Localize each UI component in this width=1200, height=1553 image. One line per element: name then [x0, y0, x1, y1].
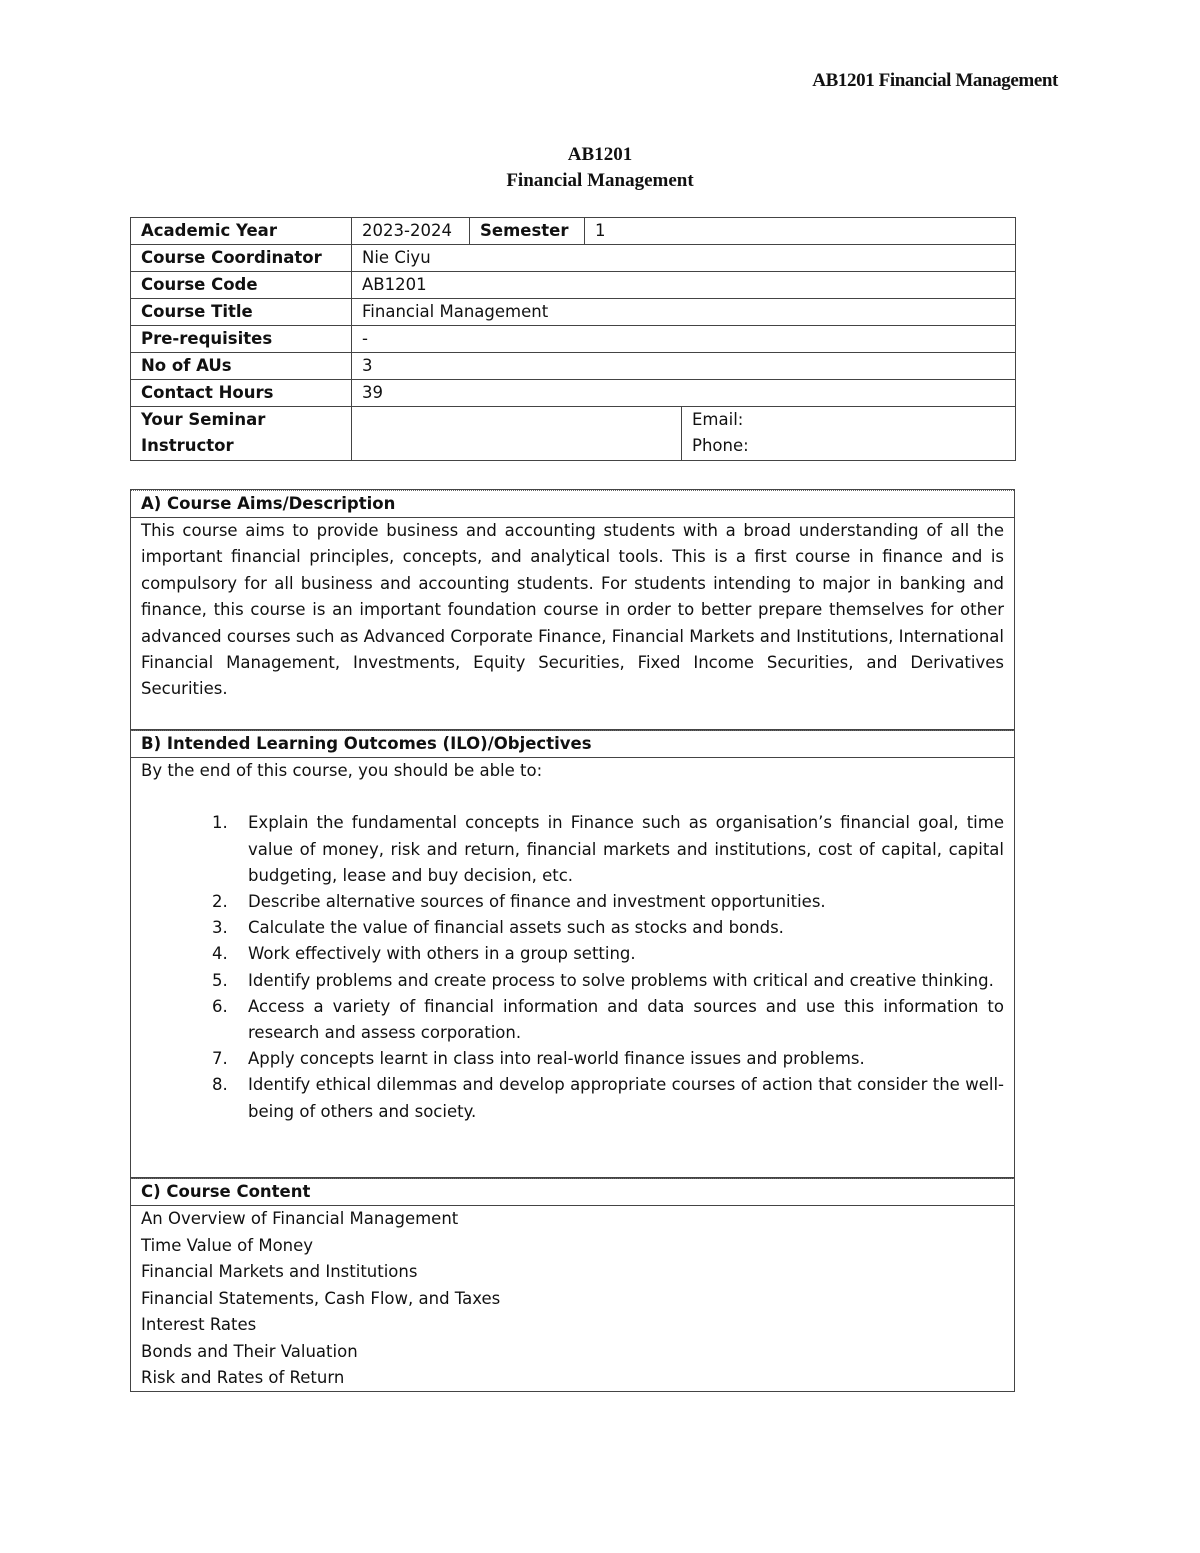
- phone-label: Phone:: [692, 436, 749, 455]
- instructor-name-field: [352, 407, 682, 461]
- ilo-list: [141, 810, 1004, 1124]
- section-c-body: [131, 1206, 1014, 1392]
- section-course-content: [130, 1177, 1015, 1392]
- course-code-title: AB1201: [567, 144, 633, 165]
- course-code-value: AB1201: [352, 272, 1016, 299]
- section-c-heading: C) Course Content: [131, 1178, 1014, 1206]
- running-header: AB1201 Financial Management: [812, 70, 1058, 91]
- section-b-heading: B) Intended Learning Outcomes (ILO)/Objectives: [131, 730, 1014, 758]
- section-b-body: [131, 758, 1014, 1125]
- aus-value: 3: [352, 353, 1016, 380]
- section-learning-outcomes: [130, 729, 1015, 1179]
- list-number: 8.: [212, 1075, 228, 1095]
- list-item-text: Identify problems and create process to solve problems with critical and creative thinking.: [248, 970, 994, 990]
- section-course-aims: [130, 489, 1015, 731]
- list-item: [212, 1046, 1004, 1072]
- section-b-intro: By the end of this course, you should be able to:: [141, 761, 543, 780]
- academic-year-label: Academic Year: [131, 218, 352, 245]
- contact-hours-label: Contact Hours: [131, 380, 352, 407]
- course-code-label: Course Code: [131, 272, 352, 299]
- list-number: 3.: [212, 918, 228, 938]
- list-item: [212, 941, 1004, 967]
- list-number: 7.: [212, 1049, 228, 1069]
- course-title-value: Financial Management: [352, 299, 1016, 326]
- table-row: [131, 272, 1016, 299]
- course-info-table: [130, 217, 1016, 461]
- list-item-text: Apply concepts learnt in class into real-world finance issues and problems.: [248, 1049, 865, 1069]
- list-item: Interest Rates: [141, 1315, 257, 1334]
- instructor-label-line2: Instructor: [141, 436, 234, 455]
- contact-hours-value: 39: [352, 380, 1016, 407]
- list-item-text: Describe alternative sources of finance and investment opportunities.: [248, 892, 826, 912]
- list-item-text: Work effectively with others in a group setting.: [248, 944, 636, 964]
- table-row: [131, 326, 1016, 353]
- semester-value: 1: [585, 218, 1016, 245]
- list-item: Bonds and Their Valuation: [141, 1341, 358, 1361]
- list-item: Risk and Rates of Return: [141, 1368, 345, 1387]
- section-a-body: This course aims to provide business and accounting students with a broad understanding of all the important financial principles, concepts, and analytical tools. This is a first course in finance and is compulsory for all business and accounting students. For students intending to major in banking and finance, this course is an important foundation course in order to better prepare themselves for other advanced courses such as Advanced Corporate Finance, Financial Markets and Institutions, International Financial Management, Investments, Equity Securities, Fixed Income Securities, and Derivatives Securities.: [141, 521, 1004, 699]
- list-item: [212, 810, 1004, 889]
- list-number: 2.: [212, 892, 228, 912]
- list-item-text: Explain the fundamental concepts in Finance such as organisation’s financial goal, time value of money, risk and return, financial markets and institutions, cost of capital, capital budgeting, lease and buy decision, etc.: [248, 813, 1004, 885]
- table-row: [131, 299, 1016, 326]
- course-title-label: Course Title: [131, 299, 352, 326]
- table-row: [131, 353, 1016, 380]
- semester-label: Semester: [470, 218, 585, 245]
- course-name-title: Financial Management: [506, 170, 694, 191]
- coordinator-label: Course Coordinator: [131, 245, 352, 272]
- document-title: [0, 142, 1200, 194]
- list-item: [212, 889, 1004, 915]
- list-number: 6.: [212, 996, 228, 1016]
- list-item: [212, 994, 1004, 1046]
- section-a-heading: A) Course Aims/Description: [131, 490, 1014, 518]
- instructor-contact-cell: [682, 407, 1016, 461]
- list-number: 1.: [212, 813, 228, 833]
- list-number: 5.: [212, 970, 228, 990]
- list-item: [212, 915, 1004, 941]
- table-row: [131, 245, 1016, 272]
- list-item-text: Calculate the value of financial assets such as stocks and bonds.: [248, 918, 784, 938]
- list-number: 4.: [212, 944, 228, 964]
- list-item-text: Access a variety of financial information and data sources and use this information to research and assess corporation.: [248, 996, 1004, 1043]
- list-item: Financial Statements, Cash Flow, and Taxes: [141, 1288, 501, 1308]
- list-item-text: Identify ethical dilemmas and develop appropriate courses of action that consider the well-being of others and society.: [248, 1075, 1004, 1121]
- list-item: Financial Markets and Institutions: [141, 1262, 418, 1281]
- instructor-label: [131, 407, 352, 461]
- list-item: Time Value of Money: [141, 1235, 314, 1255]
- prereq-value: -: [352, 326, 1016, 353]
- email-label: Email:: [692, 410, 744, 429]
- academic-year-value: 2023-2024: [352, 218, 470, 245]
- list-item: [212, 1072, 1004, 1124]
- list-item: [212, 968, 1004, 994]
- list-item: An Overview of Financial Management: [141, 1209, 459, 1228]
- table-row: [131, 407, 1016, 461]
- coordinator-value: Nie Ciyu: [352, 245, 1016, 272]
- table-row: [131, 380, 1016, 407]
- aus-label: No of AUs: [131, 353, 352, 380]
- instructor-label-line1: Your Seminar: [141, 410, 266, 429]
- prereq-label: Pre-requisites: [131, 326, 352, 353]
- table-row: [131, 218, 1016, 245]
